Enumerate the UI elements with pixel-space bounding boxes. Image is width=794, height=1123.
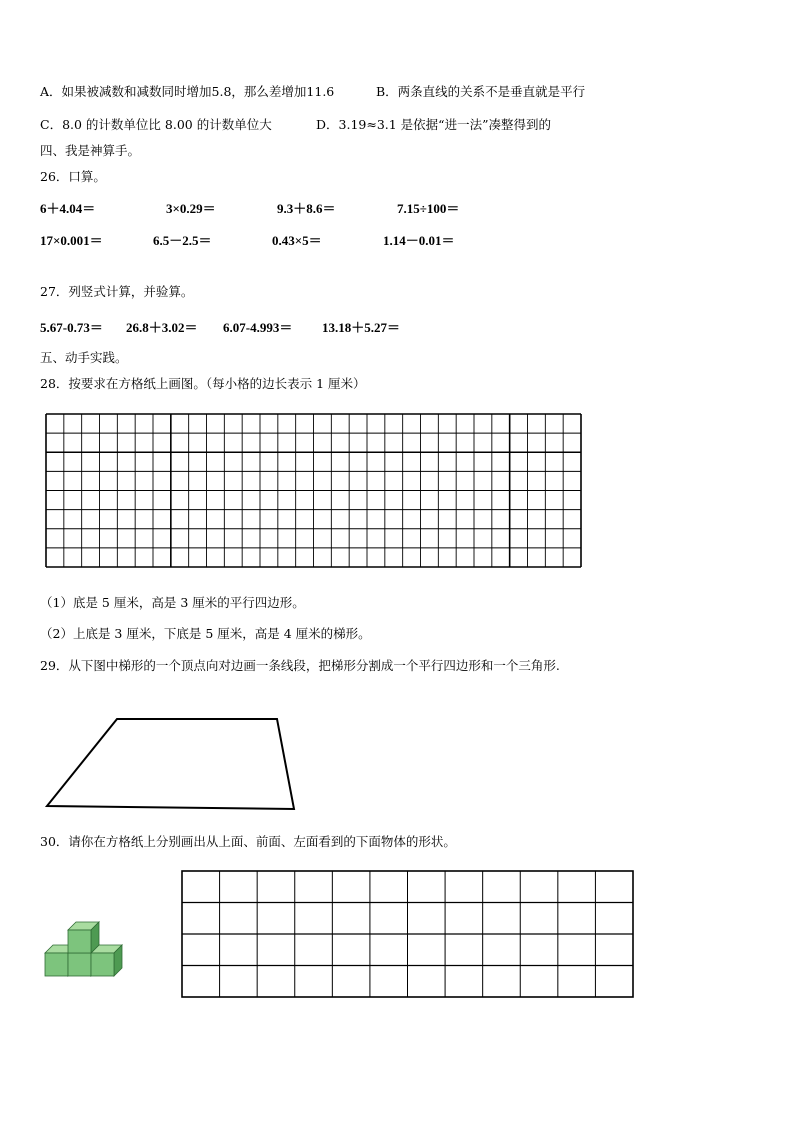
- q26-r2-c2: 6.5－2.5＝: [153, 233, 212, 248]
- q26-r1-c3: 9.3＋8.6＝: [277, 201, 336, 216]
- q25-option-d: D．3.19≈3.1 是依据“进一法”凑整得到的: [316, 117, 551, 132]
- q28-title: 28．按要求在方格纸上画图。（每小格的边长表示 1 厘米）: [40, 376, 366, 391]
- q26-r2-c4: 1.14－0.01＝: [383, 233, 455, 248]
- q27-item-1: 5.67-0.73＝: [40, 320, 103, 335]
- q26-r2-c1: 17×0.001＝: [40, 233, 103, 248]
- q25-option-b: B．两条直线的关系不是垂直就是平行: [376, 84, 586, 99]
- q27-item-2: 26.8＋3.02＝: [126, 320, 198, 335]
- q26-r1-c1: 6＋4.04＝: [40, 201, 96, 216]
- q26-r1-c2: 3×0.29＝: [166, 201, 216, 216]
- q29-title: 29．从下图中梯形的一个顶点向对边画一条线段，把梯形分割成一个平行四边形和一个三角形.: [40, 658, 560, 673]
- q30-title: 30．请你在方格纸上分别画出从上面、前面、左面看到的下面物体的形状。: [40, 834, 456, 849]
- q27-item-4: 13.18＋5.27＝: [322, 320, 401, 335]
- q26-r2-c3: 0.43×5＝: [272, 233, 322, 248]
- q25-option-c: C．8.0 的计数单位比 8.00 的计数单位大: [40, 117, 272, 132]
- q26-title: 26．口算。: [40, 169, 106, 184]
- q26-r1-c4: 7.15÷100＝: [397, 201, 460, 216]
- q27-title: 27．列竖式计算，并验算。: [40, 284, 194, 299]
- q28-part2: （2）上底是 3 厘米，下底是 5 厘米，高是 4 厘米的梯形。: [40, 626, 371, 641]
- section5-title: 五、动手实践。: [40, 350, 128, 365]
- q28-part1: （1）底是 5 厘米，高是 3 厘米的平行四边形。: [40, 595, 305, 610]
- q25-option-a: A．如果被减数和减数同时增加5.8，那么差增加11.6: [40, 84, 335, 99]
- section4-title: 四、我是神算手。: [40, 143, 141, 158]
- q27-item-3: 6.07-4.993＝: [223, 320, 293, 335]
